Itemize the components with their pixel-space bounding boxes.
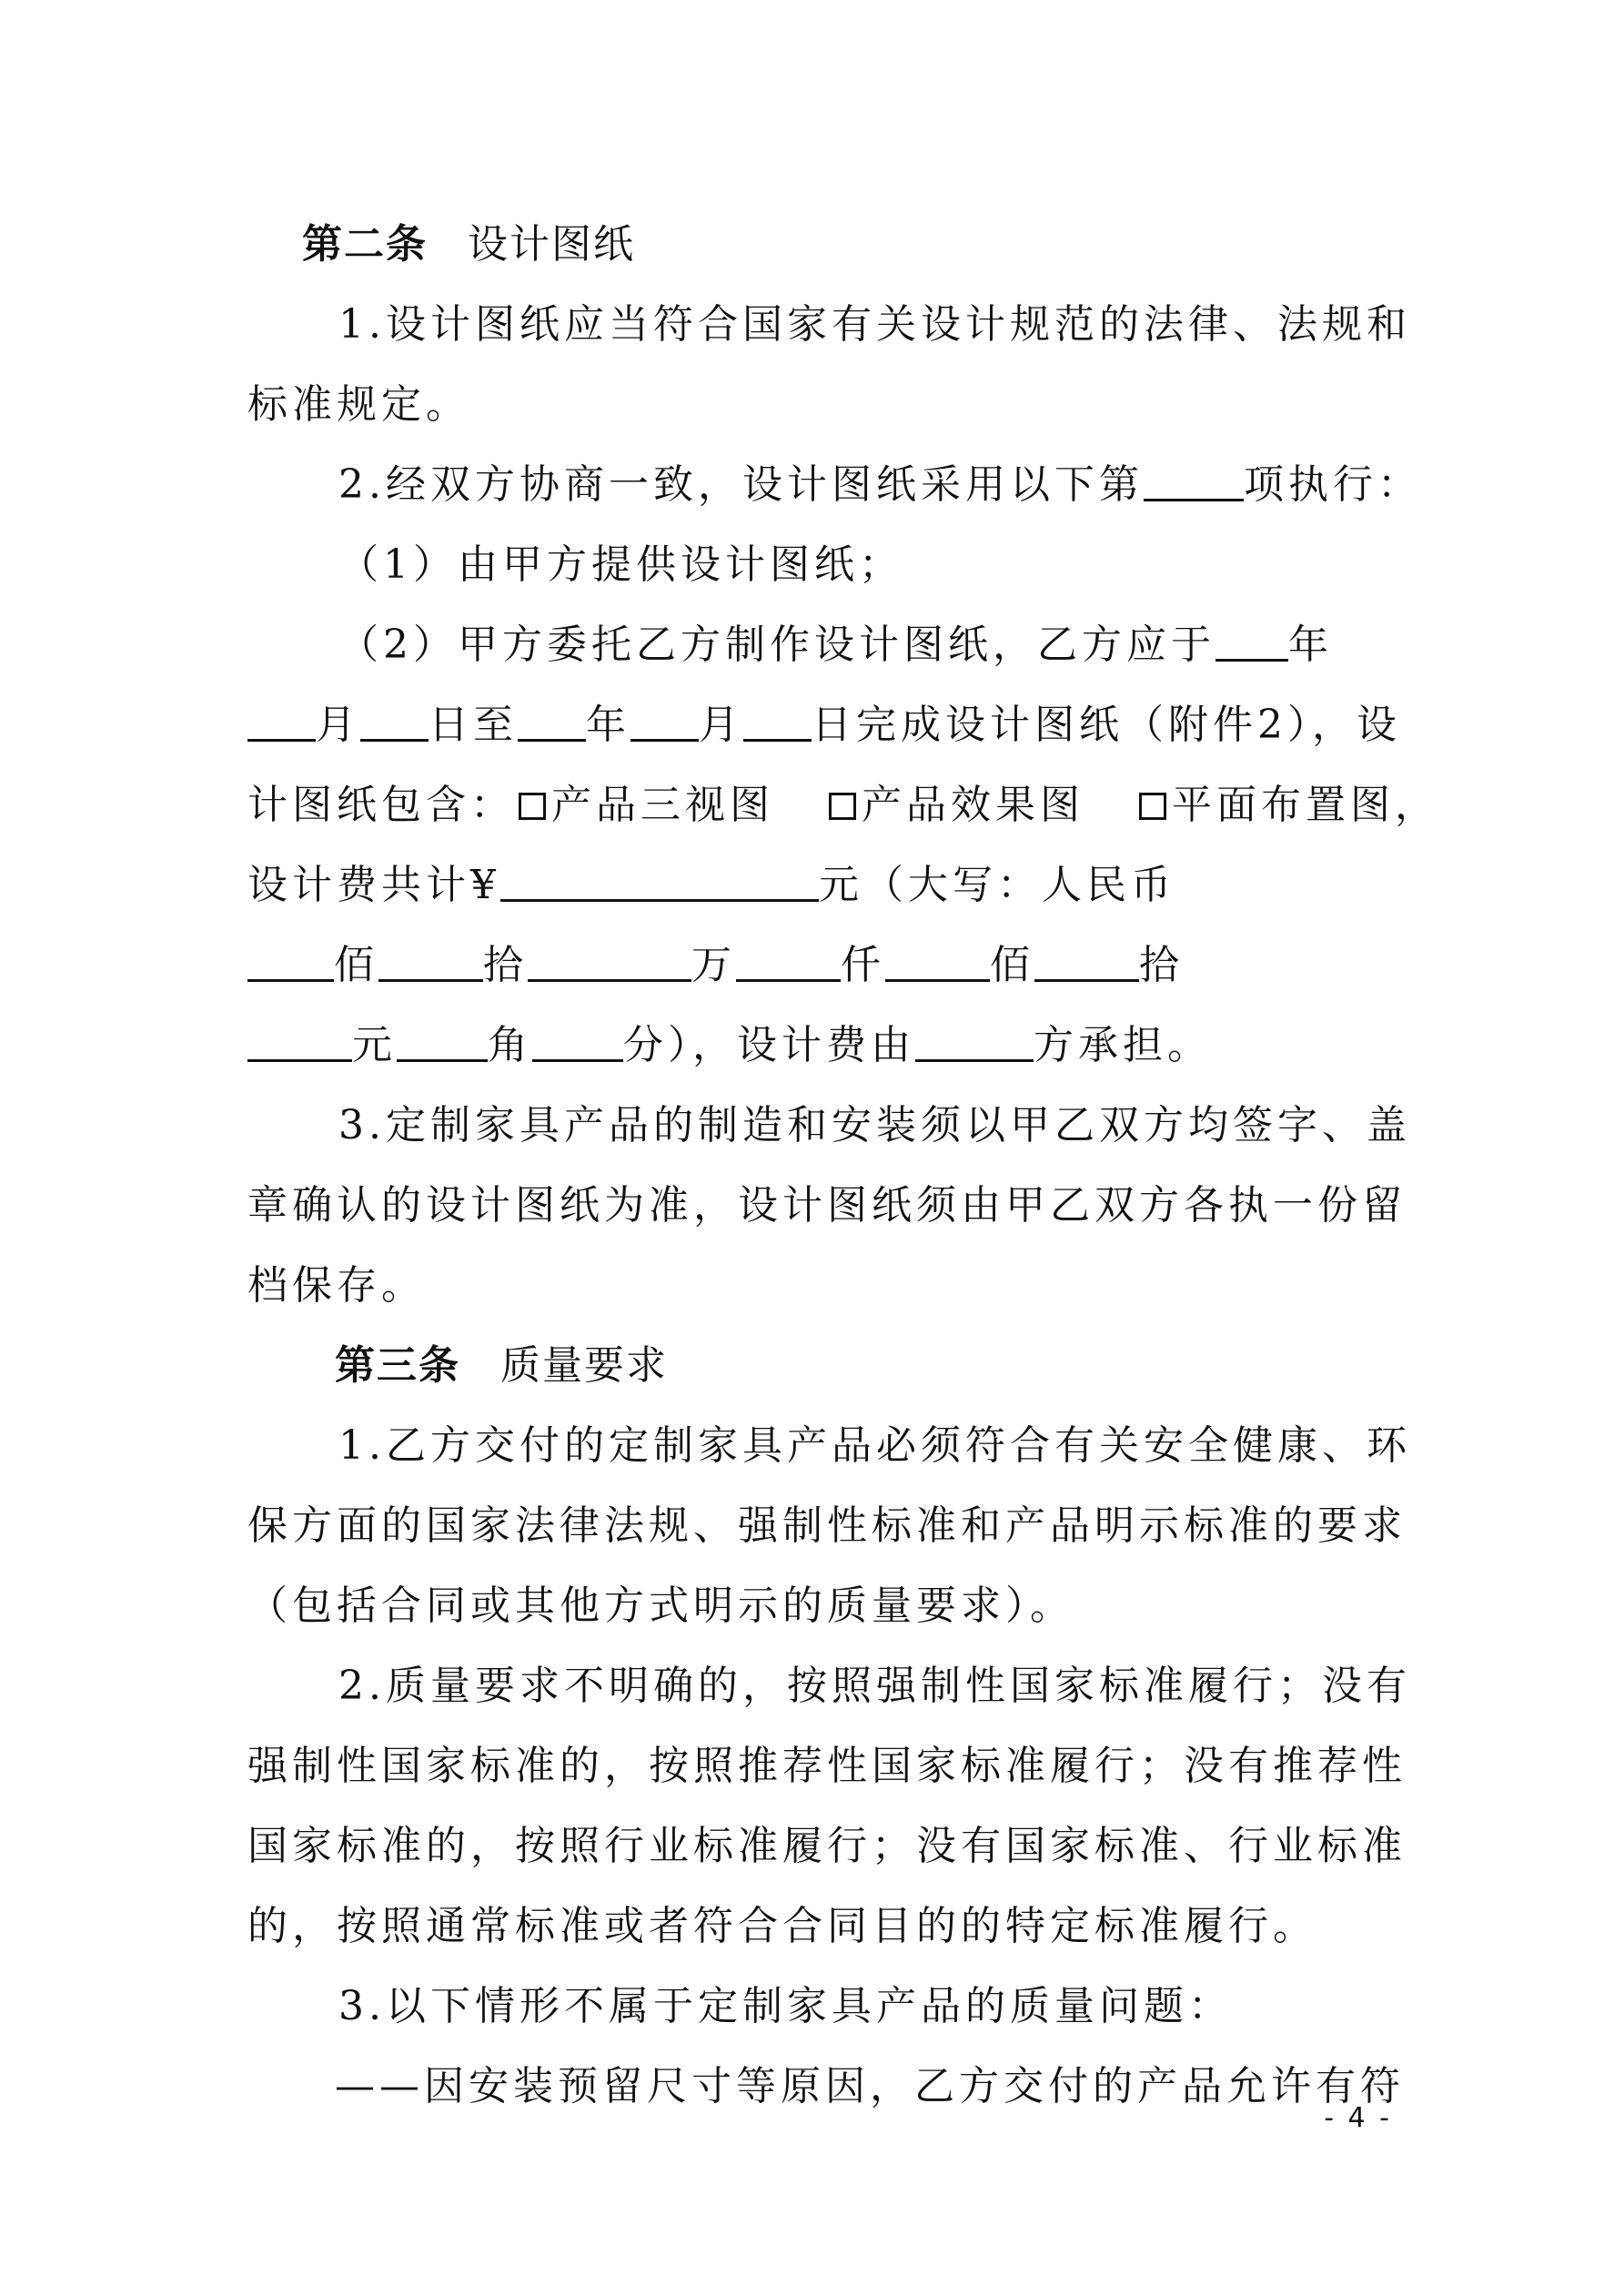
fee-amount-blank[interactable] — [500, 863, 819, 902]
article-2-p2-text: 2.经双方协商一致，设计图纸采用以下第 — [338, 461, 1144, 508]
blank-shi-2[interactable] — [1034, 943, 1139, 982]
checkbox-three-view[interactable] — [519, 793, 546, 820]
article-3-number: 第三条 — [335, 1342, 460, 1389]
unit-bai-1: 佰 — [334, 942, 378, 988]
article-2-title: 设计图纸 — [468, 221, 635, 268]
article-2-p2-tail: 项执行： — [1243, 461, 1422, 508]
option-2-line2 — [247, 685, 1401, 765]
end-month-blank[interactable] — [630, 703, 699, 742]
article-2-p3-line3: 档保存。 — [247, 1262, 426, 1309]
blank-wan[interactable] — [528, 943, 691, 982]
item-three-view: 产品三视图 — [551, 782, 774, 828]
blank-jiao[interactable] — [397, 1023, 488, 1062]
fee-capital-label: 元（大写：人民币 — [819, 862, 1175, 908]
article-2-p2 — [338, 445, 1476, 525]
article-3-p3-line2: ——因安装预留尺寸等原因，乙方交付的产品允许有符 — [335, 2063, 1405, 2109]
article-2-p1-line1: 1.设计图纸应当符合国家有关设计规范的法律、法规和 — [338, 301, 1411, 348]
bear-label: 方承担。 — [1034, 1022, 1212, 1068]
option-2-line6 — [247, 1006, 1385, 1086]
article-3-p2-line3: 国家标准的，按照行业标准履行；没有国家标准、行业标准 — [247, 1823, 1407, 1869]
blank-bai-1[interactable] — [247, 943, 334, 982]
fee-label: 设计费共计¥ — [247, 862, 500, 908]
article-2-p3-line2: 章确认的设计图纸为准，设计图纸须由甲乙双方各执一份留 — [247, 1182, 1407, 1229]
article-2-heading — [302, 205, 1439, 285]
article-3-p1-line2: 保方面的国家法律法规、强制性标准和产品明示标准的要求 — [247, 1502, 1407, 1549]
blank-qian[interactable] — [736, 943, 841, 982]
article-3-p1-line3: （包括合同或其他方式明示的质量要求）。 — [247, 1583, 1074, 1629]
blank-yuan[interactable] — [247, 1023, 352, 1062]
unit-wan: 万 — [691, 942, 736, 988]
article-3-heading — [335, 1326, 1472, 1406]
article-3-p2-line1: 2.质量要求不明确的，按照强制性国家标准履行；没有 — [338, 1663, 1411, 1709]
day-done-label: 日完成设计图纸（附件2），设 — [812, 702, 1401, 748]
month-label-2: 月 — [699, 702, 743, 748]
end-year-blank[interactable] — [518, 703, 586, 742]
option-2-line5 — [247, 925, 1385, 1006]
option-2-line3 — [247, 765, 1439, 845]
item-effect-drawing: 产品效果图 — [862, 782, 1084, 828]
option-2-line1 — [338, 605, 1476, 685]
article-2-p3-line1: 3.定制家具产品的制造和安装须以甲乙双方均签字、盖 — [338, 1102, 1411, 1148]
year-label: 年 — [1288, 622, 1333, 668]
checkbox-floor-plan[interactable] — [1139, 793, 1166, 820]
end-day-blank[interactable] — [743, 703, 812, 742]
month-label: 月 — [316, 702, 360, 748]
option-1: （1）由甲方提供设计图纸； — [338, 541, 903, 588]
contains-label: 计图纸包含： — [247, 782, 515, 828]
day-to-label: 日至 — [429, 702, 518, 748]
year-label-2: 年 — [586, 702, 630, 748]
unit-bai-2: 佰 — [990, 942, 1034, 988]
article-3-p1-line1: 1.乙方交付的定制家具产品必须符合有关安全健康、环 — [338, 1422, 1411, 1469]
article-3-p2-line2: 强制性国家标准的，按照推荐性国家标准履行；没有推荐性 — [247, 1743, 1407, 1789]
option-2-text: （2）甲方委托乙方制作设计图纸，乙方应于 — [338, 622, 1215, 668]
article-2-number: 第二条 — [302, 221, 428, 268]
article-3-title: 质量要求 — [500, 1342, 668, 1389]
option-2-line4 — [247, 845, 1385, 925]
start-year-blank[interactable] — [1215, 622, 1288, 662]
blank-fen[interactable] — [532, 1023, 623, 1062]
unit-yuan: 元 — [352, 1022, 397, 1068]
unit-jiao: 角 — [488, 1022, 532, 1068]
start-month-blank[interactable] — [247, 703, 316, 742]
unit-shi-1: 拾 — [483, 942, 528, 988]
option-number-blank[interactable] — [1144, 462, 1244, 501]
unit-qian: 仟 — [841, 942, 885, 988]
blank-bai-2[interactable] — [885, 943, 990, 982]
checkbox-effect-drawing[interactable] — [829, 793, 856, 820]
item-floor-plan: 平面布置图， — [1172, 782, 1439, 828]
fee-bearer-label: 分），设计费由 — [623, 1022, 915, 1068]
article-3-p2-line4: 的，按照通常标准或者符合合同目的的特定标准履行。 — [247, 1903, 1317, 1949]
unit-shi-2: 拾 — [1139, 942, 1184, 988]
article-3-p3-line1: 3.以下情形不属于定制家具产品的质量问题： — [338, 1983, 1233, 2029]
page-number: - 4 - — [1324, 2102, 1392, 2134]
fee-bearer-blank[interactable] — [915, 1023, 1034, 1062]
article-2-p1-line2: 标准规定。 — [247, 381, 470, 428]
blank-shi-1[interactable] — [378, 943, 483, 982]
start-day-blank[interactable] — [360, 703, 429, 742]
